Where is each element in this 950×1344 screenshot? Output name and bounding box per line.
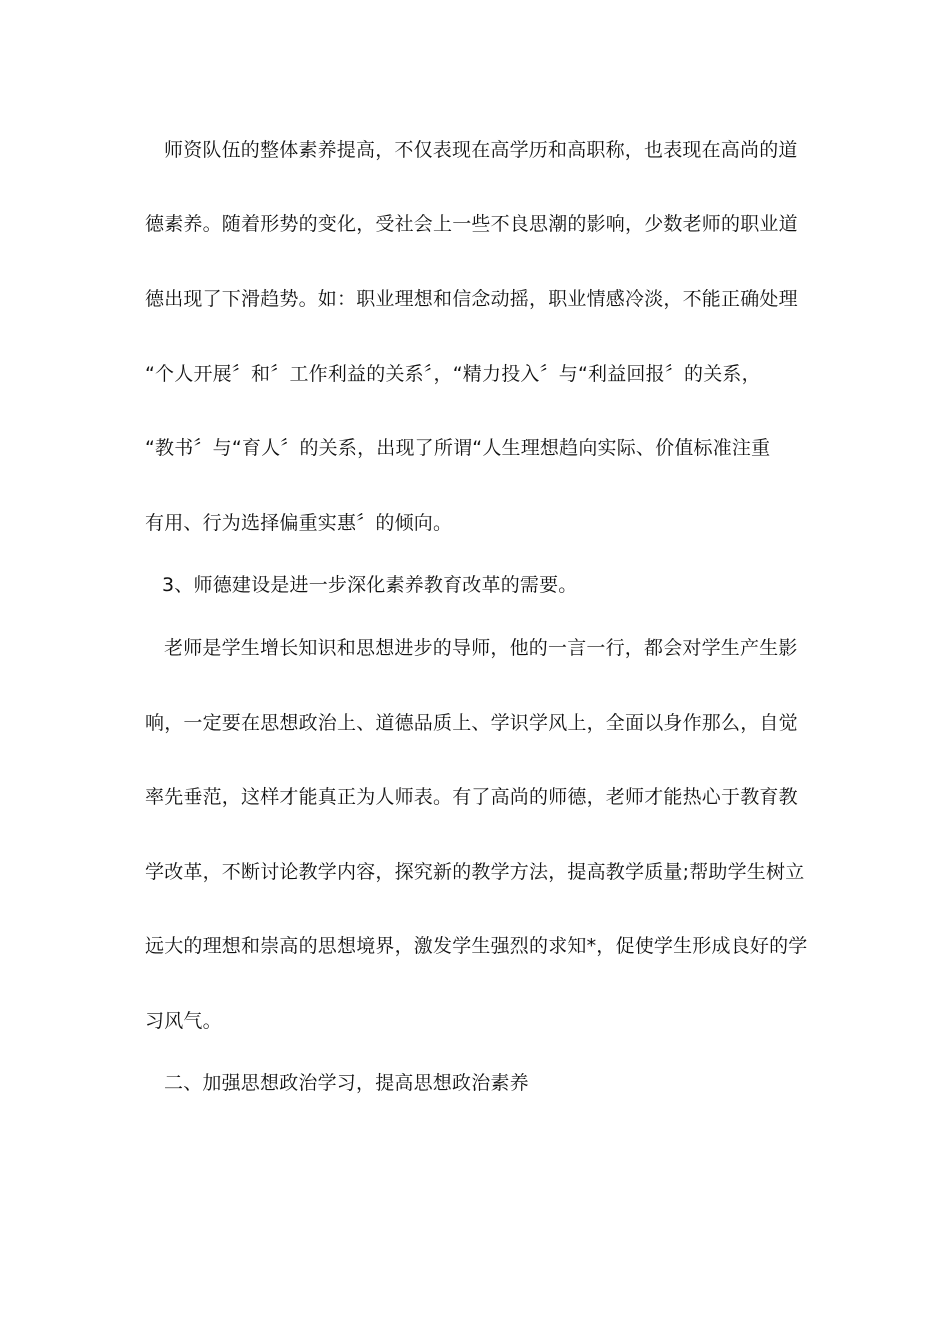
paragraph-line: “个人开展〞和〞工作利益的关系〞，“精力投入〞与“利益回报〞的关系， (145, 363, 761, 385)
section-heading: 二、加强思想政治学习，提高思想政治素养 (164, 1072, 529, 1094)
paragraph-line: 习风气。 (145, 1010, 222, 1032)
paragraph-line: 师资队伍的整体素养提高，不仅表现在高学历和高职称，也表现在高尚的道 (164, 139, 798, 161)
paragraph-line: 学改革，不断讨论教学内容，探究新的教学方法，提高教学质量;帮助学生树立 (145, 861, 805, 883)
section-item-3: 3、师德建设是进一步深化素养教育改革的需要。 (162, 574, 578, 596)
paragraph-line: 有用、行为选择偏重实惠〞的倾向。 (145, 512, 453, 534)
paragraph-line: 率先垂范，这样才能真正为人师表。有了高尚的师德，老师才能热心于教育教 (145, 786, 798, 808)
paragraph-line: 响，一定要在思想政治上、道德品质上、学识学风上，全面以身作那么，自觉 (145, 712, 798, 734)
paragraph-line: 远大的理想和崇高的思想境界，激发学生强烈的求知*，促使学生形成良好的学 (145, 935, 808, 957)
paragraph-line: 老师是学生增长知识和思想进步的导师，他的一言一行，都会对学生产生影 (164, 637, 798, 659)
paragraph-line: “教书〞与“育人〞的关系，出现了所谓“人生理想趋向实际、价值标准注重 (145, 437, 771, 459)
paragraph-line: 德出现了下滑趋势。如：职业理想和信念动摇，职业情感冷淡，不能正确处理 (145, 288, 798, 310)
paragraph-line: 德素养。随着形势的变化，受社会上一些不良思潮的影响，少数老师的职业道 (145, 213, 798, 235)
